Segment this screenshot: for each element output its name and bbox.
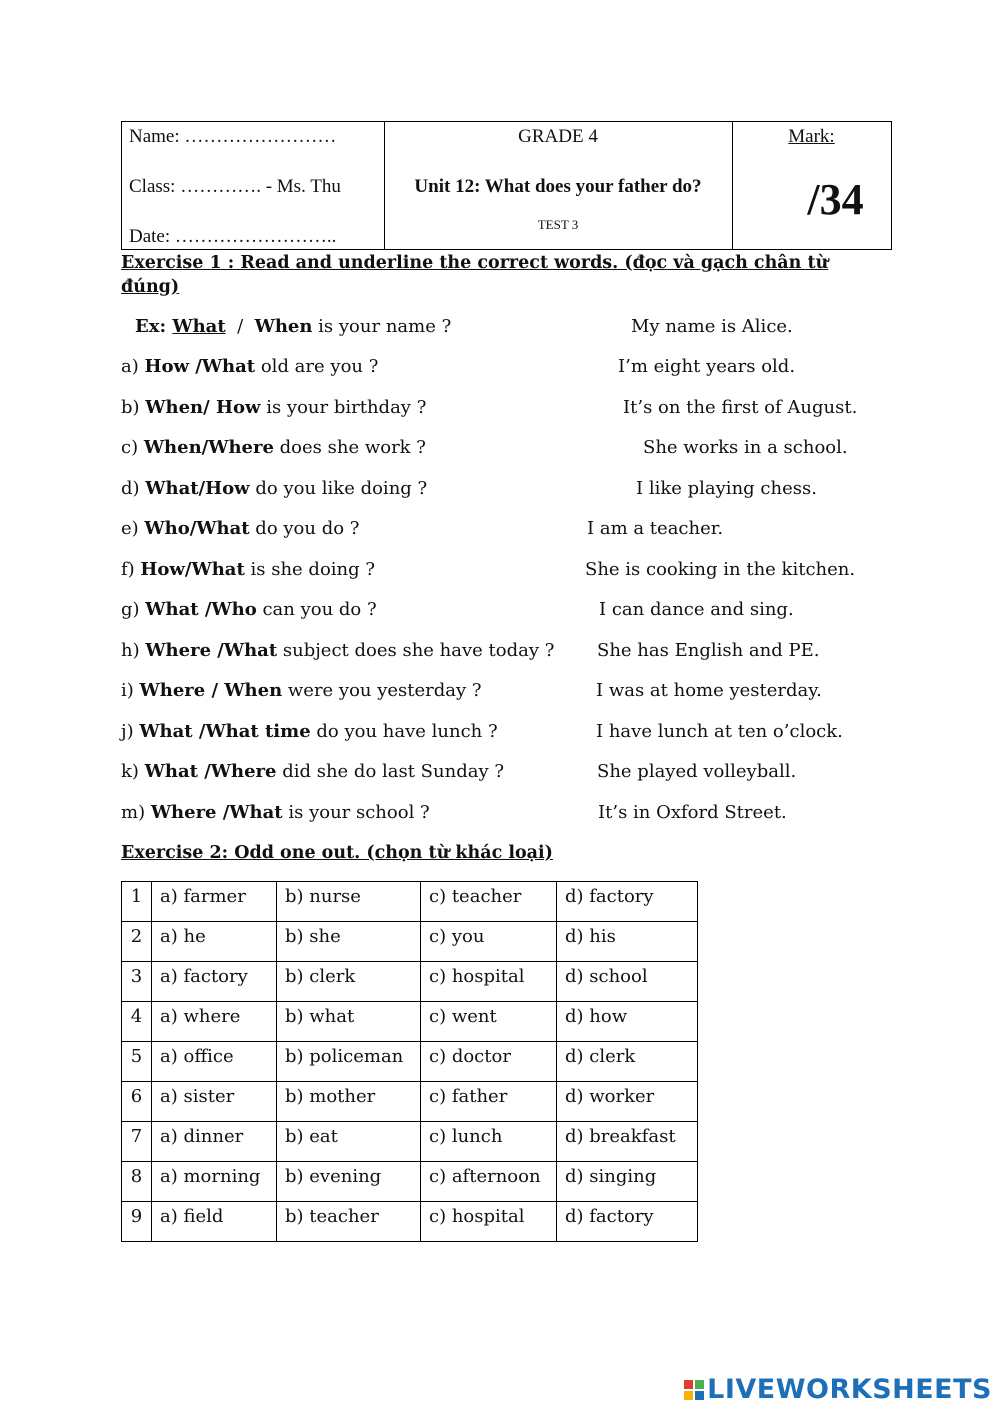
grade-label: GRADE 4 bbox=[518, 126, 598, 147]
table-row bbox=[122, 1122, 698, 1162]
question-rest: do you do ? bbox=[249, 518, 360, 539]
option-cell[interactable]: b) evening bbox=[277, 1162, 421, 1202]
option-cell[interactable]: c) afternoon bbox=[421, 1162, 557, 1202]
table-row bbox=[122, 1042, 698, 1082]
question-rest: is your school ? bbox=[282, 802, 430, 823]
option-separator: / bbox=[225, 316, 255, 337]
question-options[interactable]: What /What time bbox=[139, 721, 311, 742]
option-cell[interactable]: d) worker bbox=[557, 1082, 698, 1122]
row-number: 5 bbox=[122, 1042, 152, 1082]
odd-one-out-table bbox=[121, 881, 698, 1242]
row-number: 9 bbox=[122, 1202, 152, 1242]
mark-cell bbox=[733, 122, 890, 249]
row-number: 6 bbox=[122, 1082, 152, 1122]
exercise1-answer: It’s on the first of August. bbox=[623, 397, 858, 418]
option-cell[interactable]: c) hospital bbox=[421, 1202, 557, 1242]
question-rest: do you have lunch ? bbox=[310, 721, 498, 742]
question-letter: b) bbox=[121, 397, 146, 418]
option-cell[interactable]: c) went bbox=[421, 1002, 557, 1042]
question-rest: were you yesterday ? bbox=[282, 680, 482, 701]
option-cell[interactable]: a) office bbox=[152, 1042, 277, 1082]
name-field[interactable]: Name: …………………… bbox=[129, 126, 337, 147]
option-cell[interactable]: b) nurse bbox=[277, 882, 421, 922]
question-letter: a) bbox=[121, 356, 145, 377]
option-cell[interactable]: d) singing bbox=[557, 1162, 698, 1202]
option-cell[interactable]: c) hospital bbox=[421, 962, 557, 1002]
option-cell[interactable]: b) mother bbox=[277, 1082, 421, 1122]
row-number: 2 bbox=[122, 922, 152, 962]
question-rest: does she work ? bbox=[273, 437, 426, 458]
exercise2-title: Exercise 2: Odd one out. (chọn từ khác loại) bbox=[121, 843, 553, 863]
exercise1-answer: She works in a school. bbox=[643, 437, 848, 458]
exercise1-question bbox=[121, 478, 427, 499]
student-info-cell bbox=[122, 122, 385, 249]
exercise1-question bbox=[121, 640, 554, 661]
table-row bbox=[122, 1082, 698, 1122]
table-row bbox=[122, 1162, 698, 1202]
row-number: 4 bbox=[122, 1002, 152, 1042]
question-letter: k) bbox=[121, 761, 145, 782]
option-cell[interactable]: c) doctor bbox=[421, 1042, 557, 1082]
option-cell[interactable]: a) field bbox=[152, 1202, 277, 1242]
question-rest: can you do ? bbox=[256, 599, 377, 620]
table-row bbox=[122, 1002, 698, 1042]
example-rest: is your name ? bbox=[312, 316, 452, 337]
question-rest: subject does she have today ? bbox=[277, 640, 555, 661]
option-cell[interactable]: c) lunch bbox=[421, 1122, 557, 1162]
option-cell[interactable]: b) teacher bbox=[277, 1202, 421, 1242]
table-row bbox=[122, 1202, 698, 1242]
question-letter: d) bbox=[121, 478, 146, 499]
option-cell[interactable]: a) morning bbox=[152, 1162, 277, 1202]
option-cell[interactable]: b) eat bbox=[277, 1122, 421, 1162]
option-cell[interactable]: d) school bbox=[557, 962, 698, 1002]
liveworksheets-logo bbox=[684, 1374, 992, 1405]
row-number: 1 bbox=[122, 882, 152, 922]
mark-label: Mark: bbox=[788, 126, 835, 147]
question-letter: g) bbox=[121, 599, 146, 620]
option-cell[interactable]: c) you bbox=[421, 922, 557, 962]
question-options[interactable]: Who/What bbox=[144, 518, 250, 539]
header-table bbox=[121, 121, 892, 250]
exercise1-question bbox=[121, 437, 426, 458]
exercise1-question bbox=[121, 680, 482, 701]
exercise1-answer: She is cooking in the kitchen. bbox=[585, 559, 856, 580]
exercise1-question bbox=[121, 559, 375, 580]
example-prefix: Ex: bbox=[135, 316, 173, 337]
exercise1-question bbox=[121, 802, 430, 823]
option-cell[interactable]: b) what bbox=[277, 1002, 421, 1042]
exercise1-answer: She played volleyball. bbox=[597, 761, 797, 782]
logo-text: LIVEWORKSHEETS bbox=[707, 1374, 992, 1405]
question-rest: do you like doing ? bbox=[249, 478, 428, 499]
question-letter: m) bbox=[121, 802, 151, 823]
example-question bbox=[135, 316, 451, 337]
option-cell[interactable]: a) he bbox=[152, 922, 277, 962]
option-cell[interactable]: a) farmer bbox=[152, 882, 277, 922]
exercise1-question bbox=[121, 356, 378, 377]
question-letter: i) bbox=[121, 680, 140, 701]
exercise1-answer: I’m eight years old. bbox=[618, 356, 796, 377]
question-options[interactable]: When/ How bbox=[145, 397, 261, 418]
test-label: TEST 3 bbox=[537, 217, 579, 232]
option-cell[interactable]: d) factory bbox=[557, 882, 698, 922]
unit-title: Unit 12: What does your father do? bbox=[414, 176, 702, 197]
question-options[interactable]: What /Where bbox=[144, 761, 277, 782]
question-rest: is she doing ? bbox=[244, 559, 376, 580]
exercise1-answer: She has English and PE. bbox=[597, 640, 820, 661]
row-number: 8 bbox=[122, 1162, 152, 1202]
exercise1-question bbox=[121, 721, 498, 742]
exercise1-answer: I was at home yesterday. bbox=[596, 680, 822, 701]
question-letter: c) bbox=[121, 437, 144, 458]
question-letter: e) bbox=[121, 518, 145, 539]
exercise1-answer: I have lunch at ten o’clock. bbox=[596, 721, 843, 742]
question-options[interactable]: What/How bbox=[145, 478, 250, 499]
exercise1-question bbox=[121, 397, 426, 418]
question-rest: did she do last Sunday ? bbox=[276, 761, 504, 782]
logo-mark-icon bbox=[684, 1380, 704, 1400]
question-options[interactable]: What /Who bbox=[145, 599, 257, 620]
exercise1-title-cont: đúng) bbox=[121, 277, 180, 297]
question-letter: f) bbox=[121, 559, 141, 580]
question-options[interactable]: How /What bbox=[144, 356, 256, 377]
option-cell[interactable]: d) his bbox=[557, 922, 698, 962]
option-cell[interactable]: b) policeman bbox=[277, 1042, 421, 1082]
row-number: 7 bbox=[122, 1122, 152, 1162]
row-number: 3 bbox=[122, 962, 152, 1002]
example-option-2[interactable]: When bbox=[254, 316, 313, 337]
option-cell[interactable]: d) clerk bbox=[557, 1042, 698, 1082]
question-options[interactable]: Where / When bbox=[139, 680, 283, 701]
class-field[interactable]: Class: …………. - Ms. Thu bbox=[129, 176, 341, 197]
option-cell[interactable]: b) clerk bbox=[277, 962, 421, 1002]
date-field[interactable]: Date: …………………….. bbox=[129, 226, 337, 247]
question-options[interactable]: Where /What bbox=[145, 640, 278, 661]
question-rest: old are you ? bbox=[255, 356, 379, 377]
exercise1-answer: I am a teacher. bbox=[587, 518, 724, 539]
option-cell[interactable]: a) factory bbox=[152, 962, 277, 1002]
option-cell[interactable]: a) sister bbox=[152, 1082, 277, 1122]
option-cell[interactable]: d) how bbox=[557, 1002, 698, 1042]
question-letter: j) bbox=[121, 721, 140, 742]
question-rest: is your birthday ? bbox=[260, 397, 427, 418]
question-options[interactable]: When/Where bbox=[143, 437, 274, 458]
exercise1-answer: I can dance and sing. bbox=[599, 599, 794, 620]
exercise1-question bbox=[121, 518, 359, 539]
option-cell[interactable]: a) where bbox=[152, 1002, 277, 1042]
exercise1-answer: I like playing chess. bbox=[636, 478, 817, 499]
exercise1-title: Exercise 1 : Read and underline the correct words. (đọc và gạch chân từ bbox=[121, 253, 829, 273]
option-cell[interactable]: c) teacher bbox=[421, 882, 557, 922]
option-cell[interactable]: b) she bbox=[277, 922, 421, 962]
question-options[interactable]: Where /What bbox=[150, 802, 283, 823]
example-answer: My name is Alice. bbox=[631, 316, 793, 337]
option-cell[interactable]: a) dinner bbox=[152, 1122, 277, 1162]
mark-total: /34 bbox=[807, 175, 864, 224]
question-letter: h) bbox=[121, 640, 146, 661]
exercise1-question bbox=[121, 761, 504, 782]
table-row bbox=[122, 922, 698, 962]
option-cell[interactable]: d) breakfast bbox=[557, 1122, 698, 1162]
option-cell[interactable]: c) father bbox=[421, 1082, 557, 1122]
table-row bbox=[122, 882, 698, 922]
example-option-1[interactable]: What bbox=[172, 316, 226, 337]
exercise1-answer: It’s in Oxford Street. bbox=[598, 802, 787, 823]
option-cell[interactable]: d) factory bbox=[557, 1202, 698, 1242]
question-options[interactable]: How/What bbox=[140, 559, 245, 580]
table-row bbox=[122, 962, 698, 1002]
title-cell bbox=[385, 122, 733, 249]
exercise1-question bbox=[121, 599, 377, 620]
